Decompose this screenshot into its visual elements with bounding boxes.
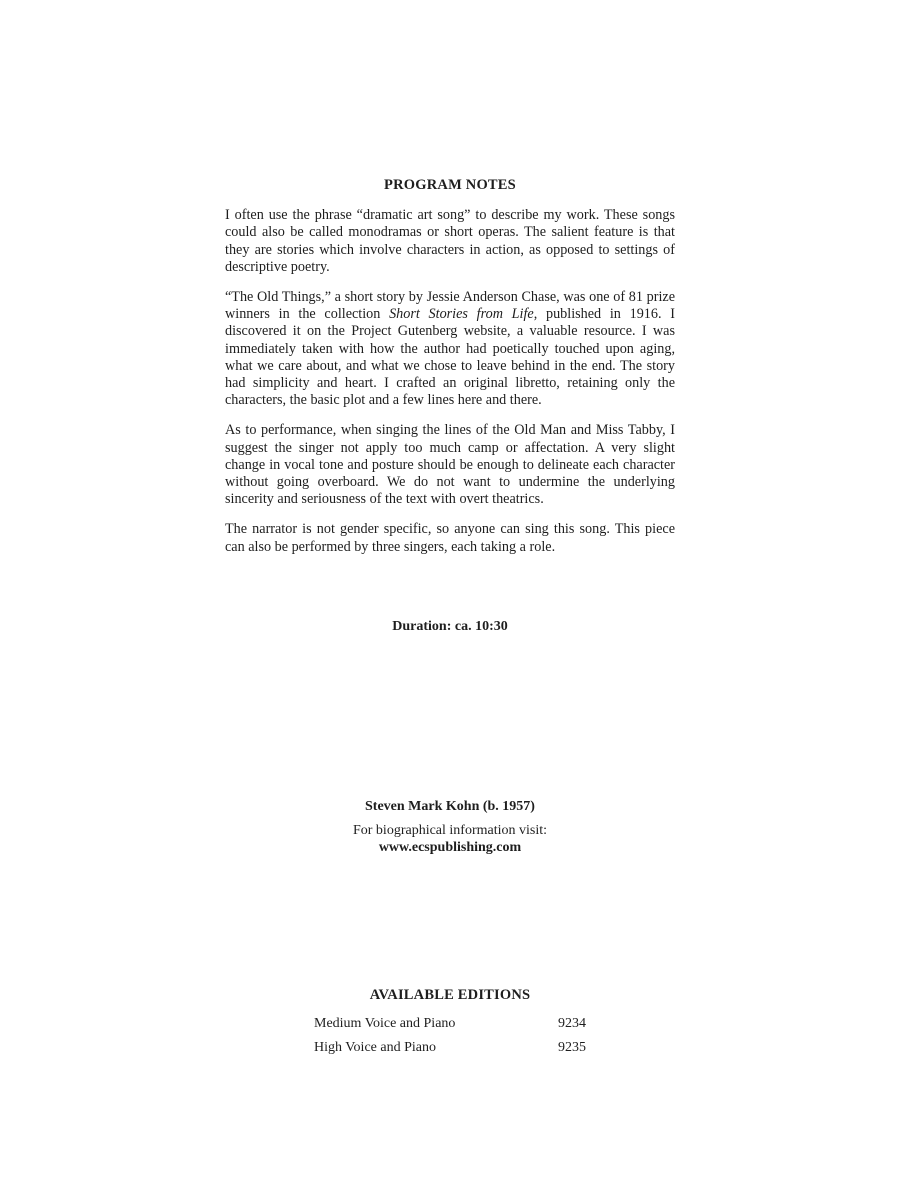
notes-paragraph-4: The narrator is not gender specific, so anyone can sing this song. This piece can also be performed by three singers, each taking a role.	[225, 521, 675, 555]
editions-list	[314, 1015, 586, 1062]
edition-number: 9235	[558, 1039, 586, 1055]
edition-name: High Voice and Piano	[314, 1039, 436, 1055]
edition-number: 9234	[558, 1016, 586, 1031]
notes-paragraph-3: As to performance, when singing the lines of the Old Man and Miss Tabby, I suggest the singer not apply too much camp or affectation. A very slight change in vocal tone and posture should be enough to delineate each character without going overboard. We do not want to undermine the underlying sincerity and seriousness of the text with overt theatrics.	[225, 422, 675, 508]
program-notes-body	[225, 207, 675, 568]
notes-paragraph-2	[225, 289, 675, 410]
duration: Duration: ca. 10:30	[392, 619, 508, 634]
composer-name: Steven Mark Kohn (b. 1957)	[365, 799, 535, 814]
edition-row	[314, 1039, 586, 1063]
biography-text: For biographical information visit:	[352, 823, 548, 838]
website-link[interactable]: www.ecspublishing.com	[378, 840, 522, 855]
available-editions-heading: AVAILABLE EDITIONS	[369, 987, 531, 1003]
program-notes-heading: PROGRAM NOTES	[384, 177, 516, 193]
notes-paragraph-2-text-b: , published in 1916. I discovered it on the Project Gutenberg website, a valuable resource. I was immediately taken with how the author had poetically touched upon aging, what we care about, and what we chose to leave behind in the end. The story had simplicity and heart. I crafted an original libretto, retaining only the characters, the basic plot and a few lines here and there.	[225, 305, 675, 409]
book-title: Short Stories from Life	[389, 305, 534, 322]
edition-name: Medium Voice and Piano	[314, 1016, 456, 1031]
notes-paragraph-2-text-a: “The Old Things,” a short story by Jessie Anderson Chase, was one of 81 prize winners in the collection	[225, 288, 675, 322]
edition-row	[314, 1015, 586, 1039]
notes-paragraph-1: I often use the phrase “dramatic art song” to describe my work. These songs could also be called monodramas or short operas. The salient feature is that they are stories which involve characters in action, as opposed to settings of descriptive poetry.	[225, 207, 675, 275]
